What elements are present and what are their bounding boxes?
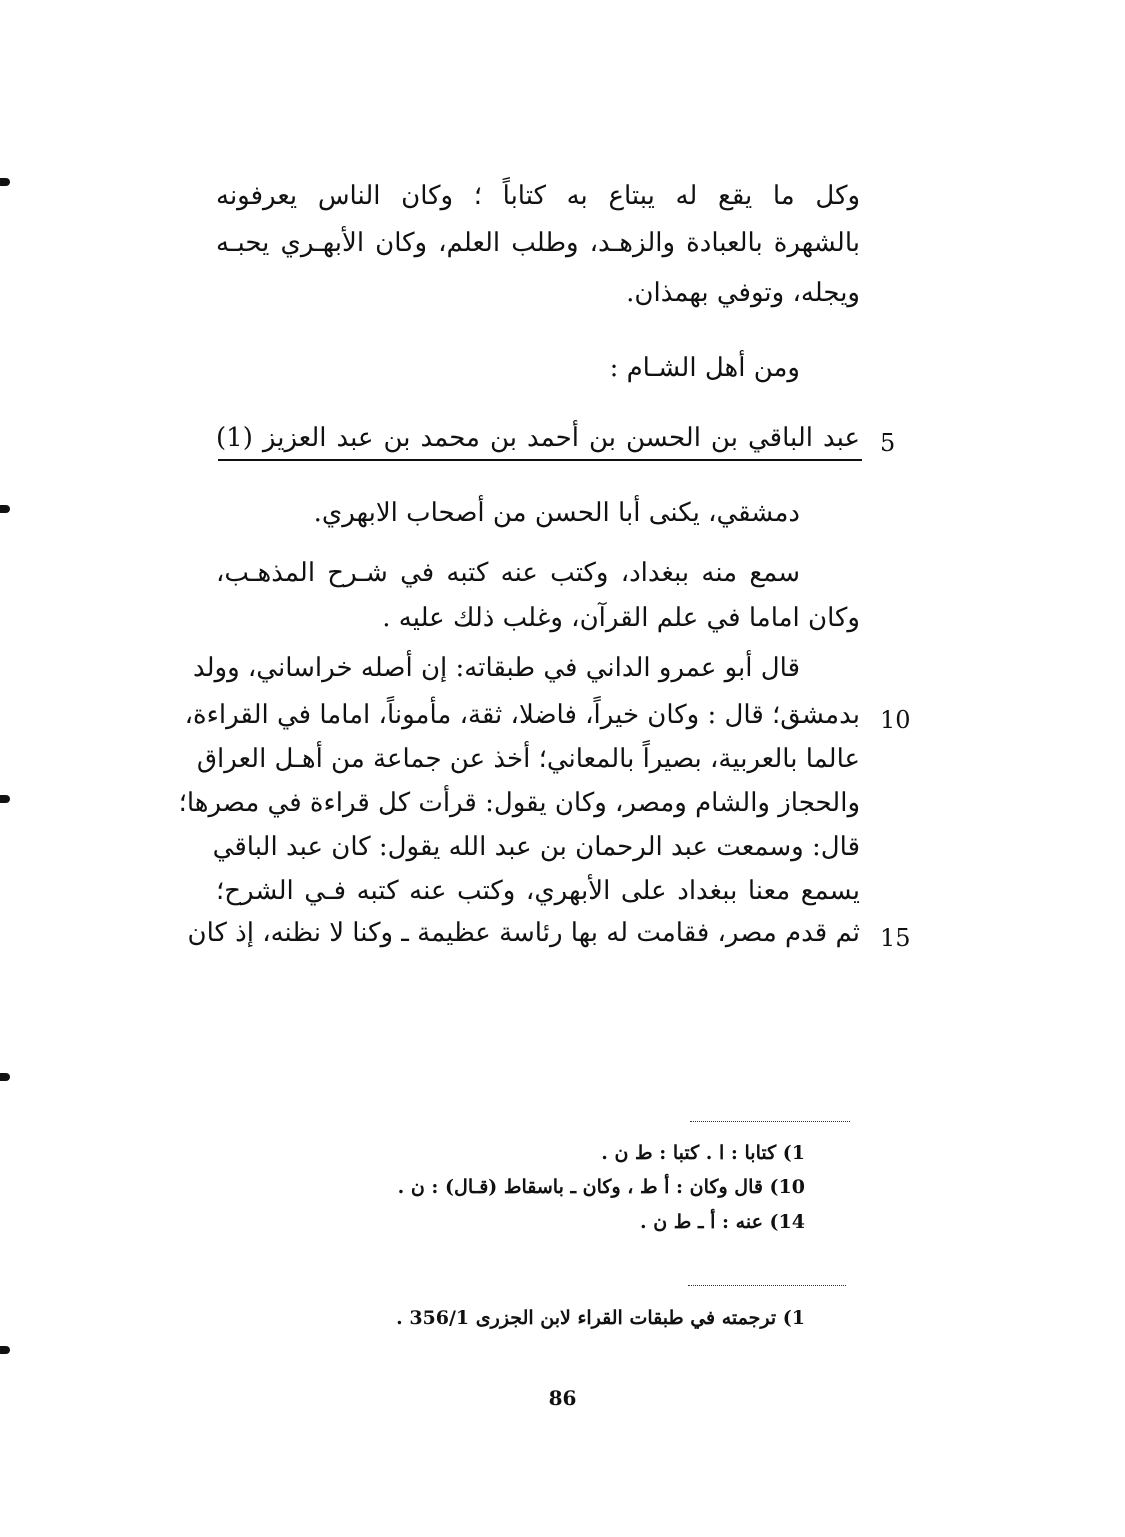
footnote-separator	[688, 1285, 846, 1286]
margin-mark	[0, 178, 10, 186]
title-underline	[218, 459, 862, 461]
line-number: 10	[880, 706, 911, 734]
body-line: قال: وسمعت عبد الرحمان بن عبد الله يقول: كان عبد الباقي	[212, 832, 860, 862]
margin-mark	[0, 505, 10, 513]
body-line: بدمشق؛ قال : وكان خيراً، فاضلا، ثقة، مأموناً، اماما في القراءة،	[184, 700, 860, 730]
body-line: قال أبو عمرو الداني في طبقاته: إن أصله خراساني، وولد	[192, 653, 800, 683]
apparatus-note: 10) قال وكان : أ ط ، وكان ـ باسقاط (قـال) : ن .	[397, 1176, 805, 1198]
footnote: 1) ترجمته في طبقات القراء لابن الجزرى 356/1 .	[396, 1307, 805, 1329]
page-number: 86	[548, 1386, 577, 1410]
apparatus-note: 1) كتابا : ا . كتبا : ط ن .	[601, 1142, 805, 1164]
body-line: ثم قدم مصر، فقامت له بها رئاسة عظيمة ـ وكنا لا نظنه، إذ كان	[187, 918, 860, 948]
body-line: ويجله، وتوفي بهمذان.	[626, 278, 860, 308]
body-line: يسمع معنا ببغداد على الأبهري، وكتب عنه كتبه فـي الشرح؛	[216, 876, 860, 906]
body-line: بالشهرة بالعبادة والزهـد، وطلب العلم، وكان الأبهـري يحبـه	[216, 228, 860, 258]
line-number: 15	[880, 924, 911, 952]
entry-title: عبد الباقي بن الحسن بن أحمد بن محمد بن عبد العزيز (1)	[216, 423, 860, 453]
apparatus-separator	[690, 1121, 850, 1122]
body-line: عالما بالعربية، بصيراً بالمعاني؛ أخذ عن جماعة من أهـل العراق	[196, 744, 860, 774]
section-heading: ومن أهل الشـام :	[609, 353, 800, 383]
margin-mark	[0, 1073, 10, 1081]
body-line: والحجاز والشام ومصر، وكان يقول: قرأت كل قراءة في مصرها؛	[178, 788, 860, 818]
body-line: دمشقي، يكنى أبا الحسن من أصحاب الابهري.	[313, 498, 800, 528]
apparatus-note: 14) عنه : أ ـ ط ن .	[639, 1211, 805, 1233]
body-line: سمع منه ببغداد، وكتب عنه كتبه في شـرح المذهـب،	[216, 558, 800, 588]
body-line: وكل ما يقع له يبتاع به كتاباً ؛ وكان الناس يعرفونه	[216, 181, 860, 211]
line-number: 5	[880, 429, 896, 457]
margin-mark	[0, 1346, 10, 1354]
margin-mark	[0, 795, 10, 803]
body-line: وكان اماما في علم القرآن، وغلب ذلك عليه .	[382, 603, 860, 633]
